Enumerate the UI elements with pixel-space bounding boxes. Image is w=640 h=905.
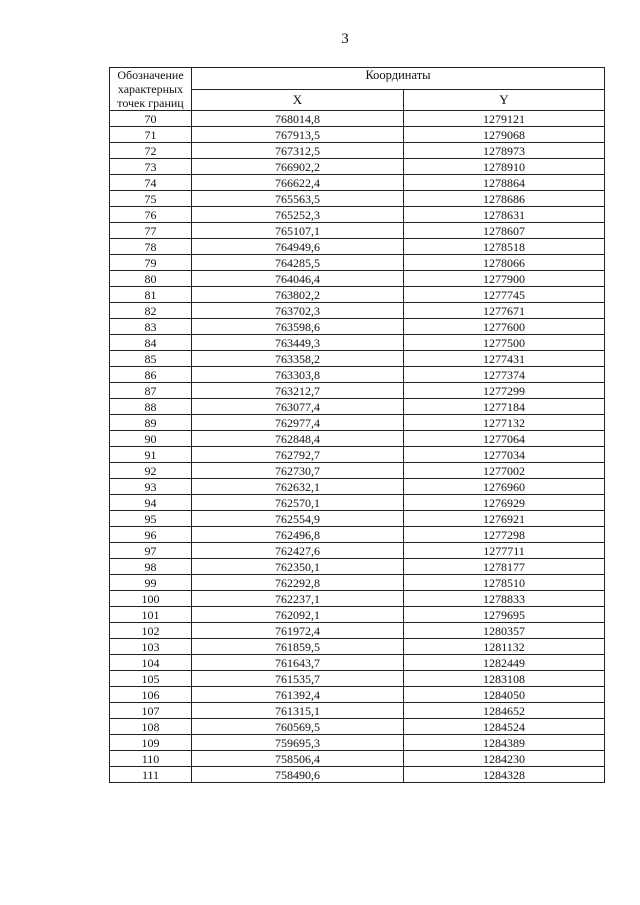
- table-row: [110, 383, 605, 399]
- table-row: [110, 559, 605, 575]
- x-coordinate-cell: 762554,9: [192, 511, 404, 527]
- y-coordinate-cell: 1278973: [404, 143, 605, 159]
- table-row: [110, 351, 605, 367]
- y-coordinate-cell: 1278833: [404, 591, 605, 607]
- x-coordinate-cell: 762632,1: [192, 479, 404, 495]
- table-row: [110, 415, 605, 431]
- table-row: [110, 671, 605, 687]
- y-coordinate-cell: 1284524: [404, 719, 605, 735]
- table-row: [110, 511, 605, 527]
- y-coordinate-cell: 1279695: [404, 607, 605, 623]
- table-row: [110, 239, 605, 255]
- x-coordinate-cell: 765252,3: [192, 207, 404, 223]
- point-cell: 83: [110, 319, 192, 335]
- point-cell: 111: [110, 767, 192, 783]
- table-row: [110, 687, 605, 703]
- x-coordinate-cell: 761392,4: [192, 687, 404, 703]
- point-cell: 78: [110, 239, 192, 255]
- table-row: [110, 767, 605, 783]
- x-coordinate-cell: 762848,4: [192, 431, 404, 447]
- y-coordinate-cell: 1278518: [404, 239, 605, 255]
- table-row: [110, 191, 605, 207]
- table-row: [110, 447, 605, 463]
- table-row: [110, 223, 605, 239]
- table-row: [110, 431, 605, 447]
- table-row: [110, 751, 605, 767]
- point-cell: 97: [110, 543, 192, 559]
- x-coordinate-cell: 761535,7: [192, 671, 404, 687]
- x-coordinate-cell: 761315,1: [192, 703, 404, 719]
- point-cell: 85: [110, 351, 192, 367]
- point-cell: 93: [110, 479, 192, 495]
- y-coordinate-cell: 1277184: [404, 399, 605, 415]
- y-coordinate-cell: 1277374: [404, 367, 605, 383]
- x-coordinate-cell: 762350,1: [192, 559, 404, 575]
- x-coordinate-cell: 762237,1: [192, 591, 404, 607]
- x-coordinate-cell: 763449,3: [192, 335, 404, 351]
- point-cell: 89: [110, 415, 192, 431]
- y-coordinate-cell: 1277299: [404, 383, 605, 399]
- table-row: [110, 143, 605, 159]
- point-cell: 103: [110, 639, 192, 655]
- y-coordinate-cell: 1278066: [404, 255, 605, 271]
- y-coordinate-cell: 1277064: [404, 431, 605, 447]
- table-row: [110, 607, 605, 623]
- table-row: [110, 495, 605, 511]
- table-row: [110, 639, 605, 655]
- page-number: 3: [341, 31, 349, 47]
- table-row: [110, 719, 605, 735]
- point-cell: 86: [110, 367, 192, 383]
- y-coordinate-cell: 1276921: [404, 511, 605, 527]
- table-row: [110, 271, 605, 287]
- x-coordinate-cell: 767913,5: [192, 127, 404, 143]
- y-coordinate-cell: 1283108: [404, 671, 605, 687]
- table-row: [110, 399, 605, 415]
- point-cell: 84: [110, 335, 192, 351]
- point-cell: 79: [110, 255, 192, 271]
- x-coordinate-cell: 763702,3: [192, 303, 404, 319]
- y-coordinate-cell: 1277500: [404, 335, 605, 351]
- point-cell: 109: [110, 735, 192, 751]
- y-coordinate-cell: 1276960: [404, 479, 605, 495]
- x-coordinate-cell: 763802,2: [192, 287, 404, 303]
- y-coordinate-cell: 1278910: [404, 159, 605, 175]
- table-row: [110, 527, 605, 543]
- point-cell: 94: [110, 495, 192, 511]
- y-coordinate-cell: 1284050: [404, 687, 605, 703]
- x-coordinate-cell: 763358,2: [192, 351, 404, 367]
- x-coordinate-cell: 762730,7: [192, 463, 404, 479]
- point-cell: 76: [110, 207, 192, 223]
- point-cell: 80: [110, 271, 192, 287]
- x-coordinate-cell: 761643,7: [192, 655, 404, 671]
- table-row: [110, 335, 605, 351]
- x-coordinate-cell: 764285,5: [192, 255, 404, 271]
- table-row: [110, 287, 605, 303]
- table-row: [110, 207, 605, 223]
- x-coordinate-cell: 761972,4: [192, 623, 404, 639]
- x-coordinate-cell: 762292,8: [192, 575, 404, 591]
- point-cell: 70: [110, 111, 192, 127]
- table-row: [110, 543, 605, 559]
- table-row: [110, 463, 605, 479]
- point-cell: 74: [110, 175, 192, 191]
- y-coordinate-cell: 1277431: [404, 351, 605, 367]
- y-coordinate-cell: 1277002: [404, 463, 605, 479]
- y-coordinate-cell: 1279121: [404, 111, 605, 127]
- x-coordinate-cell: 763303,8: [192, 367, 404, 383]
- x-coordinate-cell: 758490,6: [192, 767, 404, 783]
- table-row: [110, 367, 605, 383]
- table-row: [110, 479, 605, 495]
- y-coordinate-cell: 1277600: [404, 319, 605, 335]
- table-header-row: [110, 68, 605, 90]
- point-cell: 91: [110, 447, 192, 463]
- y-coordinate-cell: 1278177: [404, 559, 605, 575]
- x-coordinate-cell: 762977,4: [192, 415, 404, 431]
- table-row: [110, 303, 605, 319]
- point-cell: 99: [110, 575, 192, 591]
- y-coordinate-cell: 1277711: [404, 543, 605, 559]
- table-row: [110, 319, 605, 335]
- x-coordinate-cell: 766902,2: [192, 159, 404, 175]
- y-coordinate-cell: 1277298: [404, 527, 605, 543]
- point-cell: 96: [110, 527, 192, 543]
- y-coordinate-cell: 1276929: [404, 495, 605, 511]
- x-coordinate-cell: 768014,8: [192, 111, 404, 127]
- point-cell: 101: [110, 607, 192, 623]
- point-cell: 92: [110, 463, 192, 479]
- y-coordinate-cell: 1277900: [404, 271, 605, 287]
- table-row: [110, 591, 605, 607]
- x-coordinate-cell: 762570,1: [192, 495, 404, 511]
- table-row: [110, 655, 605, 671]
- point-cell: 87: [110, 383, 192, 399]
- y-coordinate-cell: 1284328: [404, 767, 605, 783]
- point-cell: 73: [110, 159, 192, 175]
- x-column-header: X: [192, 89, 404, 111]
- table-body: [110, 111, 605, 783]
- x-coordinate-cell: 760569,5: [192, 719, 404, 735]
- x-coordinate-cell: 767312,5: [192, 143, 404, 159]
- x-coordinate-cell: 763077,4: [192, 399, 404, 415]
- point-cell: 106: [110, 687, 192, 703]
- x-coordinate-cell: 762092,1: [192, 607, 404, 623]
- x-coordinate-cell: 763212,7: [192, 383, 404, 399]
- table-row: [110, 159, 605, 175]
- point-cell: 95: [110, 511, 192, 527]
- y-coordinate-cell: 1284652: [404, 703, 605, 719]
- x-coordinate-cell: 766622,4: [192, 175, 404, 191]
- point-cell: 71: [110, 127, 192, 143]
- coordinates-header: Координаты: [192, 68, 605, 90]
- point-cell: 77: [110, 223, 192, 239]
- y-coordinate-cell: 1278510: [404, 575, 605, 591]
- y-column-header: Y: [404, 89, 605, 111]
- point-cell: 98: [110, 559, 192, 575]
- x-coordinate-cell: 762496,8: [192, 527, 404, 543]
- point-cell: 107: [110, 703, 192, 719]
- y-coordinate-cell: 1279068: [404, 127, 605, 143]
- table-row: [110, 703, 605, 719]
- y-coordinate-cell: 1278607: [404, 223, 605, 239]
- y-coordinate-cell: 1278686: [404, 191, 605, 207]
- table-row: [110, 735, 605, 751]
- table-row: [110, 255, 605, 271]
- table-row: [110, 111, 605, 127]
- y-coordinate-cell: 1278864: [404, 175, 605, 191]
- y-coordinate-cell: 1282449: [404, 655, 605, 671]
- point-cell: 82: [110, 303, 192, 319]
- x-coordinate-cell: 762427,6: [192, 543, 404, 559]
- point-cell: 81: [110, 287, 192, 303]
- point-cell: 75: [110, 191, 192, 207]
- y-coordinate-cell: 1280357: [404, 623, 605, 639]
- x-coordinate-cell: 765107,1: [192, 223, 404, 239]
- x-coordinate-cell: 761859,5: [192, 639, 404, 655]
- point-cell: 100: [110, 591, 192, 607]
- coordinates-table: [109, 67, 605, 783]
- x-coordinate-cell: 759695,3: [192, 735, 404, 751]
- x-coordinate-cell: 763598,6: [192, 319, 404, 335]
- point-cell: 108: [110, 719, 192, 735]
- table-row: [110, 623, 605, 639]
- point-cell: 102: [110, 623, 192, 639]
- y-coordinate-cell: 1277745: [404, 287, 605, 303]
- table-row: [110, 175, 605, 191]
- table-row: [110, 575, 605, 591]
- point-designation-header: Обозначение характерных точек границ: [110, 68, 192, 111]
- y-coordinate-cell: 1284389: [404, 735, 605, 751]
- point-cell: 105: [110, 671, 192, 687]
- x-coordinate-cell: 764949,6: [192, 239, 404, 255]
- point-cell: 88: [110, 399, 192, 415]
- point-cell: 104: [110, 655, 192, 671]
- x-coordinate-cell: 764046,4: [192, 271, 404, 287]
- point-cell: 90: [110, 431, 192, 447]
- point-cell: 72: [110, 143, 192, 159]
- y-coordinate-cell: 1281132: [404, 639, 605, 655]
- table-row: [110, 127, 605, 143]
- y-coordinate-cell: 1284230: [404, 751, 605, 767]
- x-coordinate-cell: 765563,5: [192, 191, 404, 207]
- y-coordinate-cell: 1277034: [404, 447, 605, 463]
- x-coordinate-cell: 762792,7: [192, 447, 404, 463]
- y-coordinate-cell: 1278631: [404, 207, 605, 223]
- point-cell: 110: [110, 751, 192, 767]
- y-coordinate-cell: 1277671: [404, 303, 605, 319]
- y-coordinate-cell: 1277132: [404, 415, 605, 431]
- x-coordinate-cell: 758506,4: [192, 751, 404, 767]
